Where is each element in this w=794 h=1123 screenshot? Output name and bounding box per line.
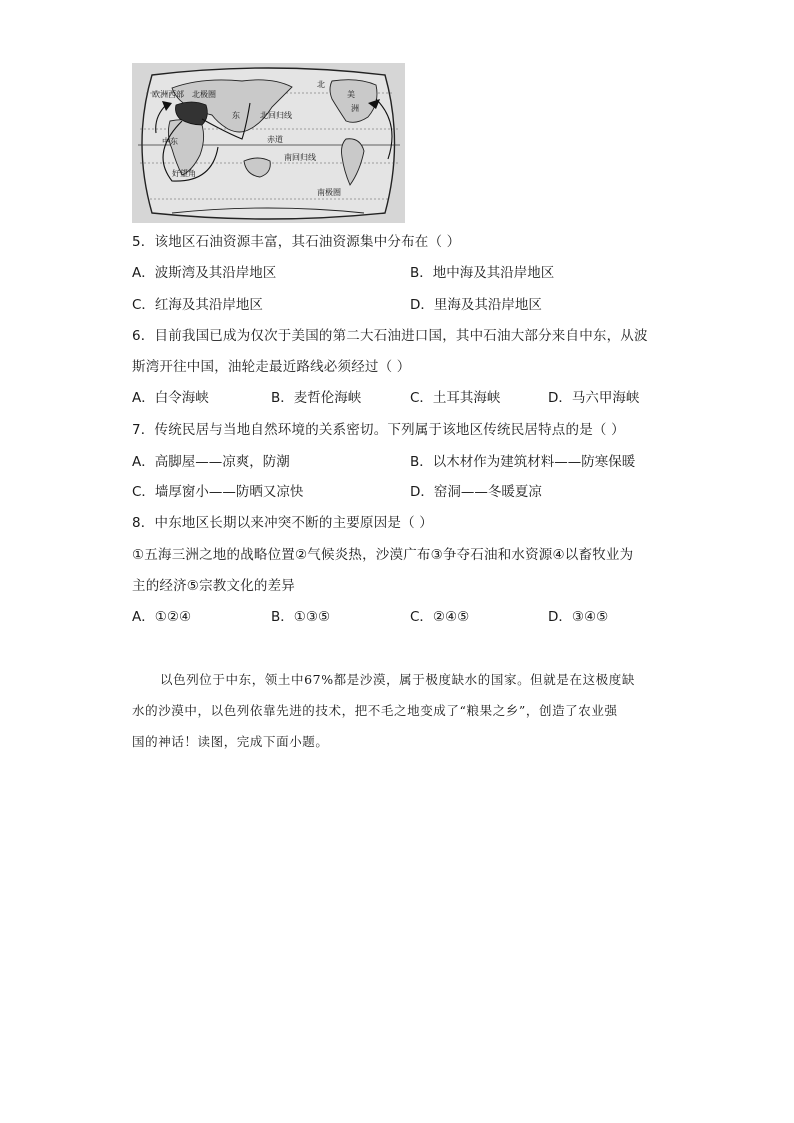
passage-line-1: 以色列位于中东，领土中67%都是沙漠，属于极度缺水的国家。但就是在这极度缺	[160, 672, 635, 687]
question-8-option-c[interactable]: C．②④⑤	[410, 609, 470, 625]
question-8-option-b[interactable]: B．①③⑤	[271, 609, 331, 625]
question-6-option-b[interactable]: B．麦哲伦海峡	[271, 390, 362, 406]
label-equator: 赤道	[267, 135, 283, 144]
question-5-stem: 5．该地区石油资源丰富，其石油资源集中分布在（ ）	[132, 234, 461, 250]
question-5-option-b[interactable]: B．地中海及其沿岸地区	[410, 265, 555, 281]
question-5-option-d[interactable]: D．里海及其沿岸地区	[410, 297, 542, 313]
label-tropic-cancer: 北回归线	[260, 111, 292, 120]
label-cape: 好望角	[172, 169, 196, 178]
question-7-option-a[interactable]: A．高脚屋——凉爽，防潮	[132, 454, 290, 470]
question-6-stem-line-2: 斯湾开往中国，油轮走最近路线必须经过（ ）	[132, 359, 411, 375]
question-6-option-c[interactable]: C．土耳其海峡	[410, 390, 501, 406]
question-8-stem-line-1: 8．中东地区长期以来冲突不断的主要原因是（ ）	[132, 515, 433, 531]
label-middle-east: 中东	[162, 137, 178, 146]
passage-line-3: 国的神话！读图，完成下面小题。	[132, 734, 329, 749]
question-6-option-d[interactable]: D．马六甲海峡	[548, 390, 640, 406]
world-map-figure	[132, 63, 405, 223]
question-8-stem-line-3: 主的经济⑤宗教文化的差异	[132, 578, 296, 594]
label-continent: 洲	[351, 104, 359, 113]
label-america: 美	[347, 90, 355, 99]
question-8-option-d[interactable]: D．③④⑤	[548, 609, 609, 625]
label-arctic-circle: 北极圈	[192, 90, 216, 99]
label-tropic-capricorn: 南回归线	[284, 153, 316, 162]
label-north: 北	[317, 80, 325, 89]
question-7-stem: 7．传统民居与当地自然环境的关系密切。下列属于该地区传统民居特点的是（ ）	[132, 422, 625, 438]
label-antarctic-circle: 南极圈	[317, 188, 341, 197]
question-7-option-c[interactable]: C．墙厚窗小——防晒又凉快	[132, 484, 304, 500]
question-8-option-a[interactable]: A．①②④	[132, 609, 192, 625]
question-7-option-d[interactable]: D．窑洞——冬暖夏凉	[410, 484, 542, 500]
question-8-stem-line-2: ①五海三洲之地的战略位置②气候炎热，沙漠广布③争夺石油和水资源④以畜牧业为	[132, 547, 634, 563]
label-west-europe: 欧洲西部	[152, 90, 184, 99]
question-7-option-b[interactable]: B．以木材作为建筑材料——防寒保暖	[410, 454, 636, 470]
passage-line-2: 水的沙漠中，以色列依靠先进的技术，把不毛之地变成了“粮果之乡”，创造了农业强	[132, 703, 618, 718]
label-east: 东	[232, 111, 240, 120]
question-5-option-a[interactable]: A．波斯湾及其沿岸地区	[132, 265, 277, 281]
question-6-stem-line-1: 6．目前我国已成为仅次于美国的第二大石油进口国，其中石油大部分来自中东，从波	[132, 328, 648, 344]
question-5-option-c[interactable]: C．红海及其沿岸地区	[132, 297, 263, 313]
question-6-option-a[interactable]: A．白令海峡	[132, 390, 209, 406]
